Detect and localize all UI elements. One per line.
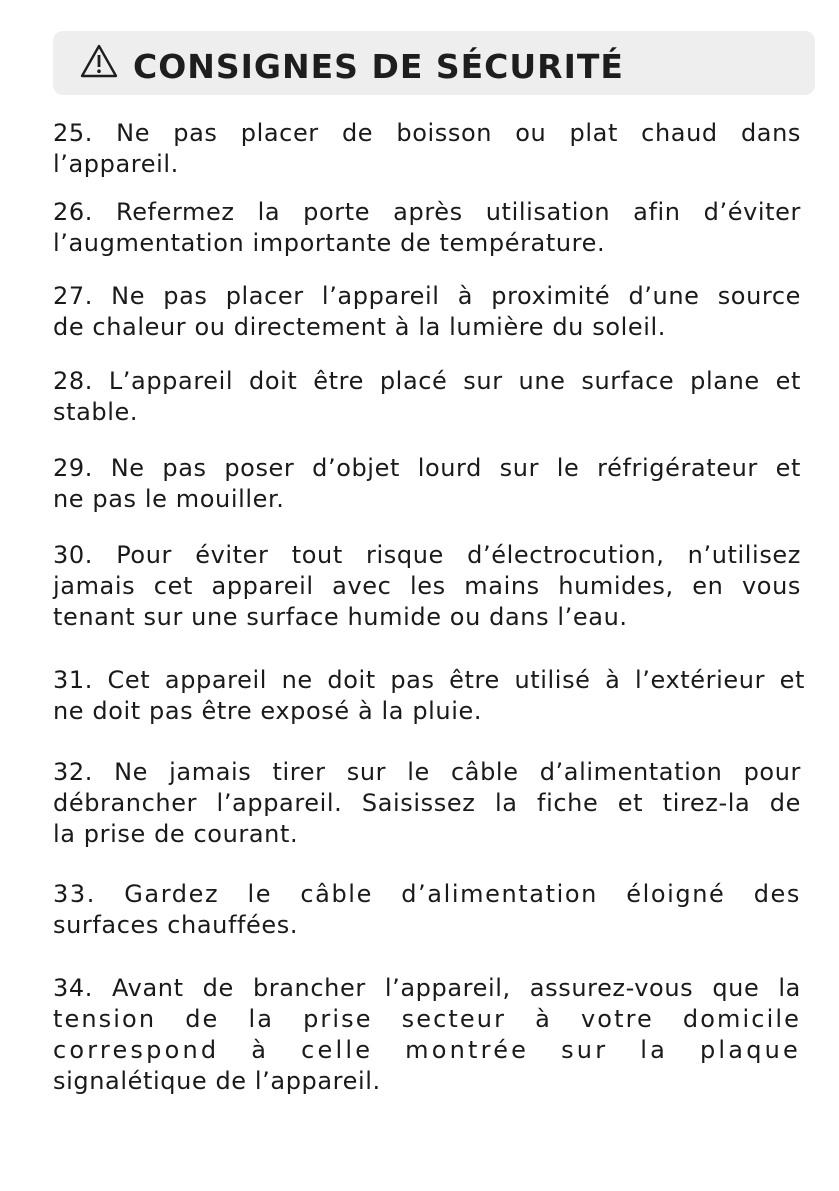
instruction-line: surfaces chauffées. (53, 911, 299, 939)
instruction-line: 30. Pour éviter tout risque d’électrocution, n’utilisez (53, 541, 801, 569)
instruction-line: 31. Cet appareil ne doit pas être utilisé à l’extérieur et (53, 666, 805, 694)
instruction-line: 27. Ne pas placer l’appareil à proximité d’une source (53, 282, 801, 310)
instruction-34 (53, 973, 801, 1097)
instruction-line: stable. (53, 398, 139, 426)
instruction-26 (53, 197, 801, 259)
instruction-line: ne doit pas être exposé à la pluie. (53, 697, 483, 725)
instruction-33 (53, 879, 801, 941)
instruction-line: jamais cet appareil avec les mains humides, en vous (53, 572, 801, 600)
instruction-31 (53, 665, 805, 727)
instruction-line: 28. L’appareil doit être placé sur une surface plane et (53, 367, 801, 395)
instruction-line: 34. Avant de brancher l’appareil, assurez-vous que la (53, 974, 801, 1002)
instruction-line: 25. Ne pas placer de boisson ou plat chaud dans (53, 119, 801, 147)
instruction-line: tension de la prise secteur à votre domicile (53, 1005, 801, 1033)
instruction-29 (53, 453, 801, 515)
instruction-line: tenant sur une surface humide ou dans l’eau. (53, 603, 628, 631)
warning-triangle-icon (79, 43, 119, 79)
section-header (53, 31, 815, 95)
instruction-28 (53, 366, 801, 428)
page-title: CONSIGNES DE SÉCURITÉ (133, 46, 624, 86)
instruction-30 (53, 540, 801, 633)
instruction-25 (53, 118, 801, 180)
instruction-line: 29. Ne pas poser d’objet lourd sur le réfrigérateur et (53, 454, 801, 482)
instruction-line: signalétique de l’appareil. (53, 1067, 381, 1095)
instruction-line: 33. Gardez le câble d’alimentation éloigné des (53, 880, 801, 908)
instruction-27 (53, 281, 801, 343)
instruction-line: correspond à celle montrée sur la plaque (53, 1036, 801, 1064)
instruction-line: l’augmentation importante de température. (53, 229, 606, 257)
instruction-32 (53, 757, 801, 850)
instruction-line: de chaleur ou directement à la lumière du soleil. (53, 313, 667, 341)
instruction-line: 26. Refermez la porte après utilisation afin d’éviter (53, 198, 801, 226)
instruction-line: ne pas le mouiller. (53, 485, 285, 513)
instruction-line: débrancher l’appareil. Saisissez la fiche et tirez-la de (53, 789, 801, 817)
instruction-line: 32. Ne jamais tirer sur le câble d’alimentation pour (53, 758, 801, 786)
instruction-line: la prise de courant. (53, 820, 299, 848)
instruction-line: l’appareil. (53, 150, 179, 178)
